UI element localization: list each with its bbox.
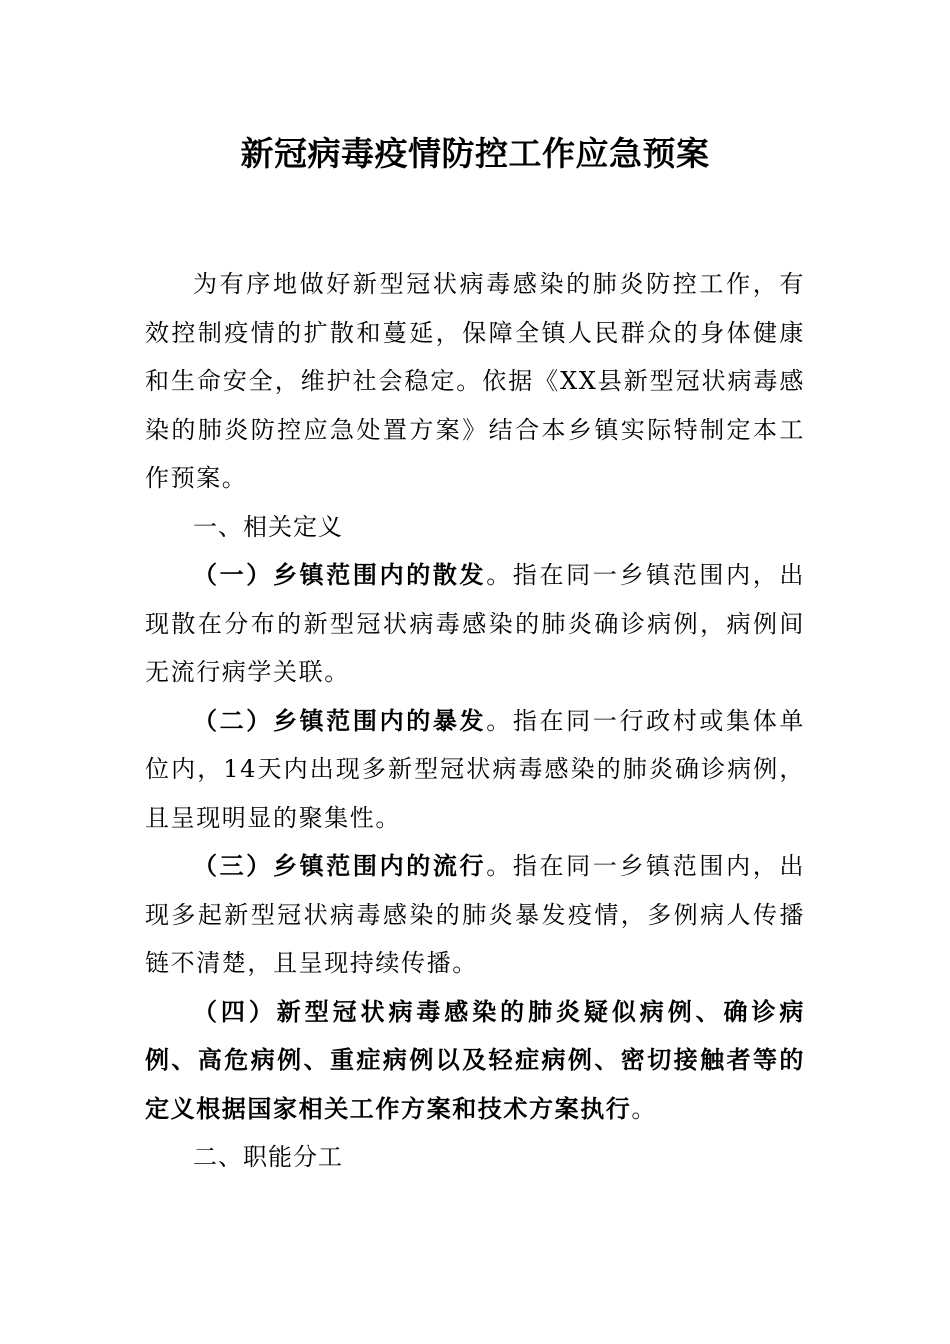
definition-item-1-text: 。指在同一乡镇范围内，出现散在分布的新型冠状病毒感染的肺炎确诊病例，病例间无流行病学关联。 — [145, 561, 805, 686]
definition-item-2 — [145, 697, 805, 843]
definition-item-4 — [145, 988, 805, 1134]
definition-item-1 — [145, 551, 805, 697]
definition-item-4-text: 。 — [631, 1094, 658, 1123]
section-heading-definitions: 一、相关定义 — [193, 512, 343, 541]
definition-item-4-lead: （四）新型冠状病毒感染的肺炎疑似病例、确诊病例、高危病例、重症病例以及轻症病例、密切接触者等的定义根据国家相关工作方案和技术方案执行 — [145, 996, 805, 1123]
definition-item-2-text: 。指在同一行政村或集体单位内，14天内出现多新型冠状病毒感染的肺炎确诊病例，且呈现明显的聚集性。 — [145, 706, 805, 832]
section-heading-division-of-duties: 二、职能分工 — [193, 1143, 343, 1171]
intro-paragraph: 为有序地做好新型冠状病毒感染的肺炎防控工作，有效控制疫情的扩散和蔓延，保障全镇人民群众的身体健康和生命安全，维护社会稳定。依据《XX县新型冠状病毒感染的肺炎防控应急处置方案》结合本乡镇实际特制定本工作预案。 — [145, 270, 805, 492]
definition-item-3-text: 。指在同一乡镇范围内，出现多起新型冠状病毒感染的肺炎暴发疫情，多例病人传播链不清楚，且呈现持续传播。 — [145, 852, 805, 977]
definition-item-1-lead: （一）乡镇范围内的散发 — [193, 560, 487, 589]
definition-item-3-lead: （三）乡镇范围内的流行 — [193, 851, 487, 880]
definition-item-3 — [145, 842, 805, 988]
document-title: 新冠病毒疫情防控工作应急预案 — [240, 134, 710, 173]
document-body — [145, 260, 805, 1182]
definition-item-2-lead: （二）乡镇范围内的暴发 — [193, 705, 487, 735]
